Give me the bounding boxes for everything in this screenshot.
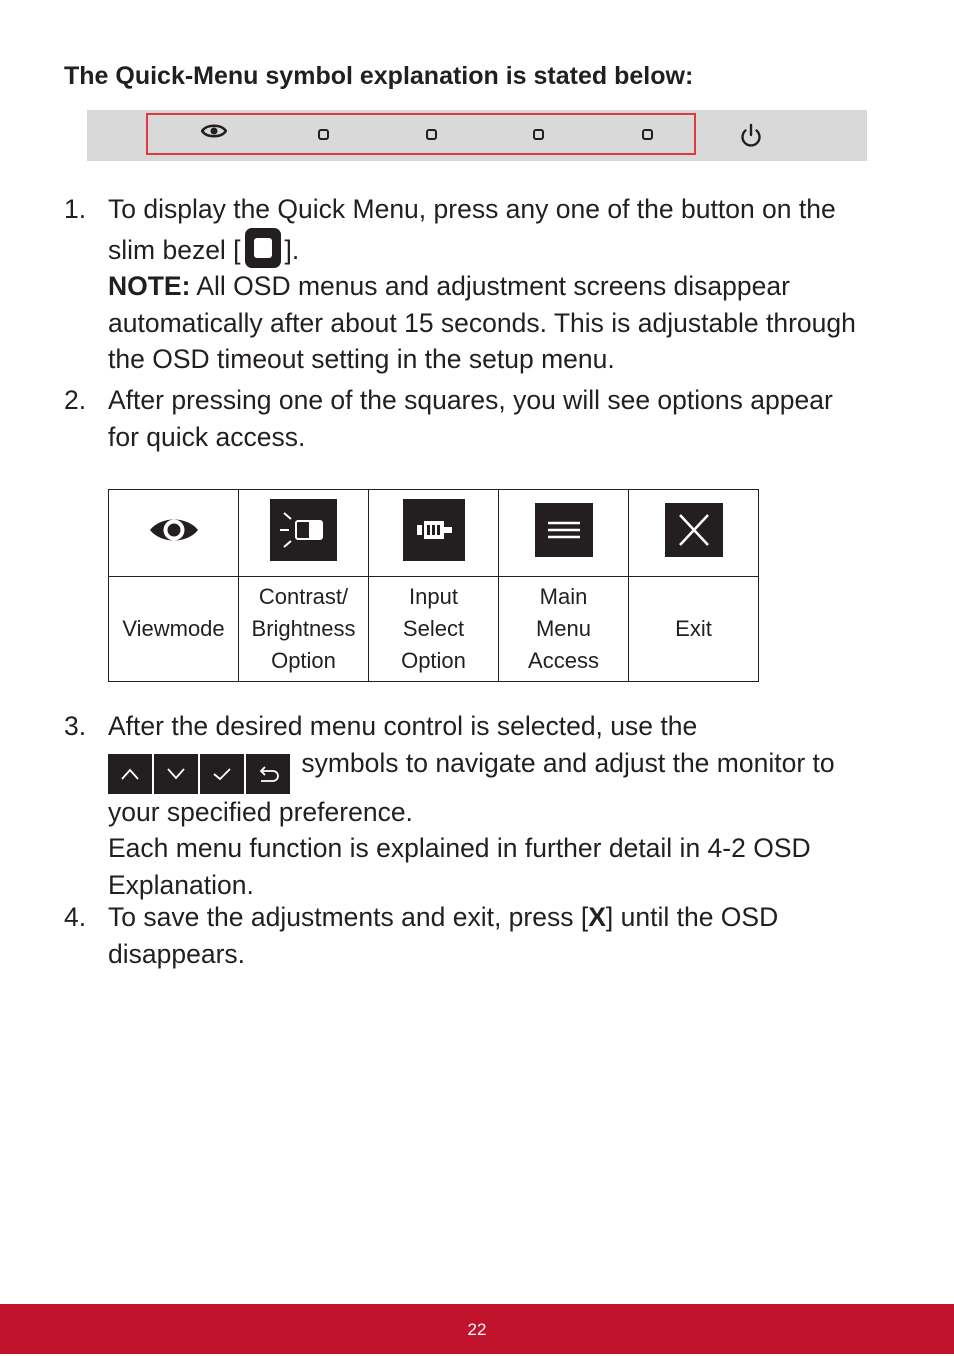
quick-menu-label: Main Menu Access [499,577,629,682]
square-button-icon [318,129,329,140]
quick-menu-buttons-highlight [146,113,696,155]
contrast-brightness-icon [270,499,337,561]
eye-icon [201,122,227,145]
step-text: To save the adjustments and exit, press [ [108,902,589,932]
main-menu-icon [535,503,593,557]
quick-menu-icon-cell [499,490,629,577]
bezel-diagram [87,110,867,161]
return-icon [246,754,290,794]
step-text: Explanation. [108,869,254,900]
quick-menu-table [108,489,759,682]
step-text: your specified preference. [108,796,413,827]
bezel-button-icon [245,228,281,268]
page-footer [0,1304,954,1354]
note-text: the OSD timeout setting in the setup menu. [108,344,615,374]
exit-icon [665,503,723,557]
step-text: ]. [284,234,300,265]
square-button-icon [533,129,544,140]
square-button-icon [642,129,653,140]
step-number: 4. [64,902,87,932]
step-text: slim bezel [ [108,234,241,265]
page-number: 22 [467,1320,487,1339]
step-text: To display the Quick Menu, press any one of the button on the [108,194,836,224]
step-text: After the desired menu control is selected, use the [108,711,698,741]
up-arrow-icon [108,754,152,794]
step-number: 3. [64,711,87,741]
square-button-icon [426,129,437,140]
quick-menu-label: Viewmode [109,577,239,682]
quick-menu-label: Exit [629,577,759,682]
eye-icon [148,527,200,552]
quick-menu-icon-cell [629,490,759,577]
check-icon [200,754,244,794]
quick-menu-icon-cell [239,490,369,577]
page-heading: The Quick-Menu symbol explanation is stated below: [64,62,694,90]
step-text: symbols to navigate and adjust the monitor to [294,747,835,778]
note-text: automatically after about 15 seconds. This is adjustable through [108,307,856,338]
step-number: 1. [64,194,87,224]
quick-menu-label: Contrast/ Brightness Option [239,577,369,682]
nav-keys-group [108,754,290,794]
step-text: disappears. [108,938,246,969]
exit-key-label: X [588,902,606,932]
quick-menu-label: Input Select Option [369,577,499,682]
quick-menu-icon-cell [109,490,239,577]
note-text: All OSD menus and adjustment screens disappear [190,271,790,301]
step-text: for quick access. [108,421,306,452]
power-icon [739,123,763,154]
step-text: Each menu function is explained in further detail in 4-2 OSD [108,833,811,863]
down-arrow-icon [154,754,198,794]
quick-menu-icon-cell [369,490,499,577]
note-label: NOTE: [108,271,191,301]
step-text: After pressing one of the squares, you will see options appear [108,385,833,415]
step-number: 2. [64,385,87,415]
step-text: ] until the OSD [605,902,779,932]
input-select-icon [403,499,465,561]
